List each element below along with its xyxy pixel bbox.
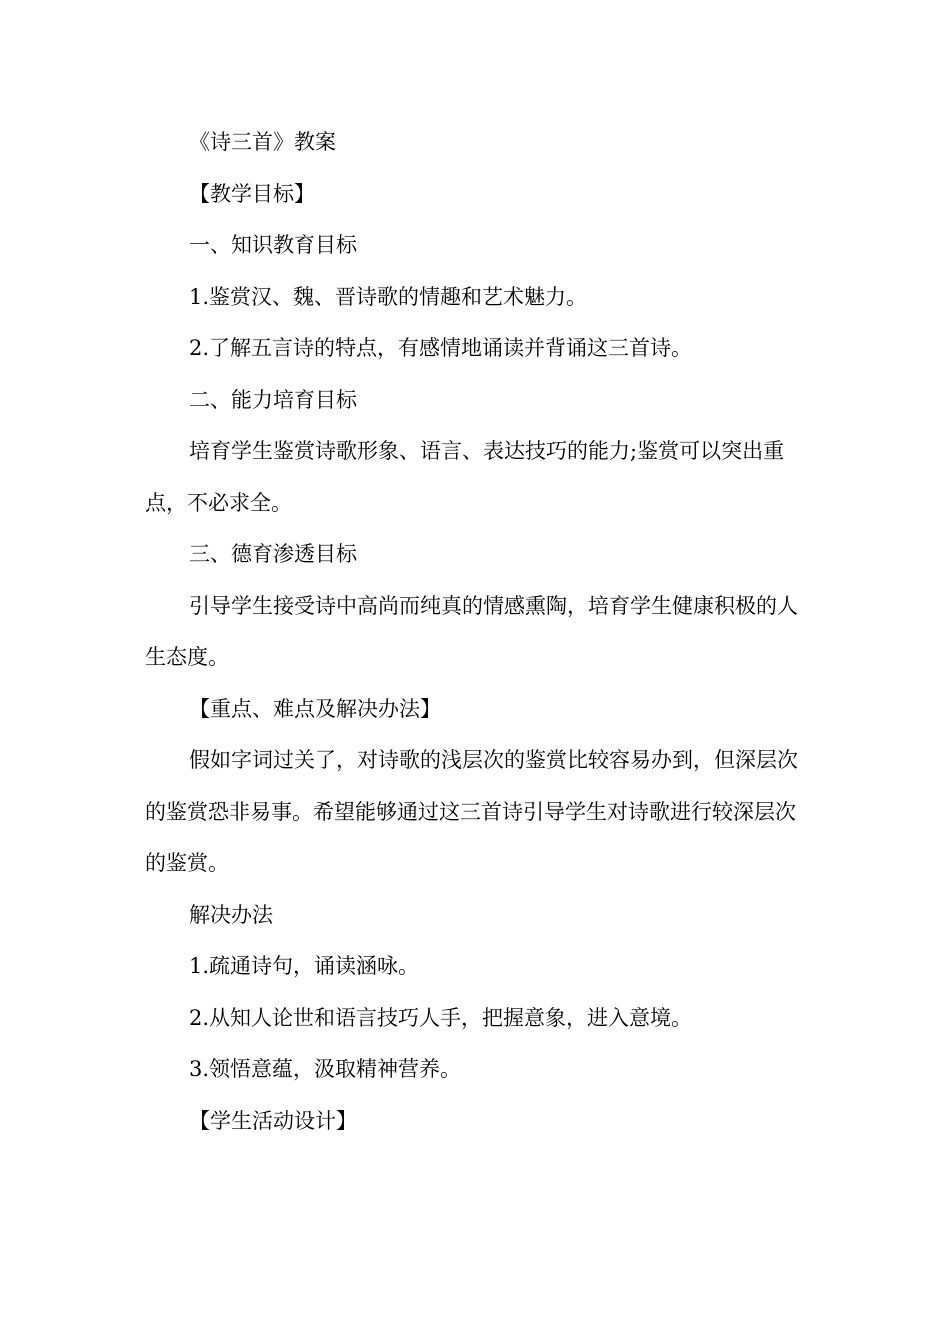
subheading-moral-goals: 三、德育渗透目标 (189, 542, 357, 566)
section-heading-teaching-goals: 【教学目标】 (189, 181, 315, 206)
list-item: 1.疏通诗句，诵读涵咏。 (189, 954, 420, 978)
body-paragraph: 假如字词过关了，对诗歌的浅层次的鉴赏比较容易办到，但深层次的鉴赏恐非易事。希望能够通过这三首诗引导学生对诗歌进行较深层次的鉴赏。 (145, 748, 798, 875)
subheading-knowledge-goals: 一、知识教育目标 (189, 233, 357, 257)
body-paragraph: 引导学生接受诗中高尚而纯真的情感熏陶，培育学生健康积极的人生态度。 (145, 593, 798, 669)
document-title: 《诗三首》教案 (189, 130, 336, 154)
section-heading-student-activities: 【学生活动设计】 (189, 1108, 357, 1133)
section-heading-key-points: 【重点、难点及解决办法】 (189, 696, 441, 721)
subheading-ability-goals: 二、能力培育目标 (189, 387, 357, 412)
document-body (145, 117, 805, 1147)
body-paragraph: 培育学生鉴赏诗歌形象、语言、表达技巧的能力;鉴赏可以突出重点，不必求全。 (145, 439, 785, 515)
list-item: 3.领悟意蕴，汲取精神营养。 (189, 1057, 462, 1081)
list-item: 2.了解五言诗的特点，有感情地诵读并背诵这三首诗。 (189, 336, 693, 360)
list-item: 2.从知人论世和语言技巧人手，把握意象，进入意境。 (189, 1005, 693, 1030)
subheading-solutions: 解决办法 (189, 902, 273, 927)
list-item: 1.鉴赏汉、魏、晋诗歌的情趣和艺术魅力。 (189, 284, 588, 309)
